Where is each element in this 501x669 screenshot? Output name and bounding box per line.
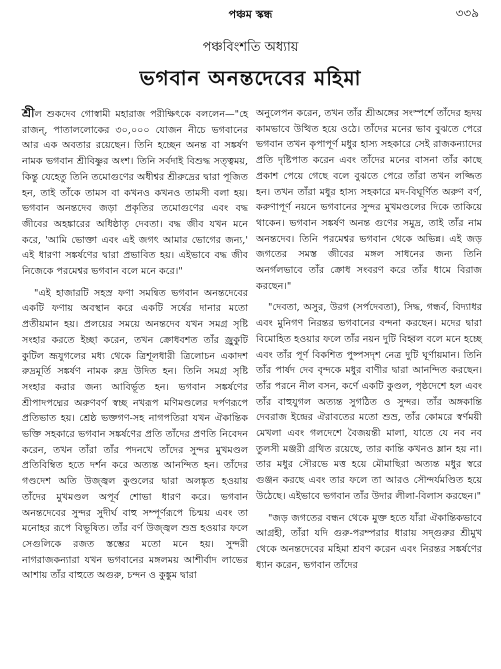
running-title: পঞ্চম স্কন্ধ — [228, 8, 273, 21]
right-column — [256, 106, 482, 573]
drop-cap: শ্রী — [22, 106, 35, 120]
right-paragraph-3: "জড় জগতের বন্ধন থেকে মুক্ত হতে যাঁরা ঐকান্তিকভাবে আগ্রহী, তাঁরা যদি গুরু-পরম্পরার ধারায় সদ্গুরুর শ্রীমুখ থেকে অনন্তদেবের মহিমা শ্রবণ করেন এবং নিরন্তর সঙ্কর্ষণের ধ্যান করেন, ভগবান তাঁদের — [256, 512, 482, 571]
chapter-title: ভগবান অনন্তদেবের মহিমা — [139, 66, 362, 90]
left-column — [22, 106, 248, 584]
chapter-label: পঞ্চবিংশতি অধ্যায় — [202, 40, 299, 55]
left-paragraph-1 — [22, 106, 248, 280]
running-header — [0, 4, 501, 22]
right-paragraph-2: "দেবতা, অসুর, উরগ (সর্পদেবতা), সিদ্ধ, গন্ধর্ব, বিদ্যাধর এবং মুনিগণ নিরন্তর ভগবানের বন্দনা করছেন। মদের দ্বারা বিমোহিত হওয়ার ফলে তাঁর নয়ন দুটি বিহ্বল বলে মনে হচ্ছে এবং তাঁর পূর্ণ বিকশিত পুষ্পসদৃশ নেত্র দুটি ঘূর্ণায়মান। তিনি তাঁর পার্ষদ দেব বৃন্দকে মধুর বাণীর দ্বারা আনন্দিত করছেন। তাঁর পরনে নীল বসন, কর্ণে একটি কুণ্ডল, পৃষ্ঠদেশে হল এবং তাঁর বাহুযুগল অত্যন্ত সুগঠিত ও সুন্দর। তাঁর অঙ্গকান্তি দেবরাজ ইন্দ্রের ঐরাবতের মতো শুভ্র, তাঁর কোমরে স্বর্ণময়ী মেখলা এবং গলদেশে বৈজয়ন্তী মালা, যাতে যে নব নব তুলসী মঞ্জরী গ্রথিত রয়েছে, তার কান্তি কখনও ম্লান হয় না। তার মধুর সৌরভে মত্ত হয়ে মৌমাছিরা অত্যন্ত মধুর স্বরে গুঞ্জন করছে এবং তার ফলে তা আরও সৌন্দর্যমণ্ডিত হয়ে উঠেছে। এইভাবে ভগবান তাঁর উদার লীলা-বিলাস করছেন।" — [256, 302, 482, 502]
page-number: ৩৩৯ — [455, 6, 479, 20]
left-paragraph-2: "এই হাজারটি সহস্র ফণা সমন্বিত ভগবান অনন্তদেবের একটি ফণায় অবস্থান করে একটি সর্ষের দানার মতো প্রতীয়মান হয়। প্রলয়ের সময়ে অনন্তদেব যখন সমগ্র সৃষ্টি সংহার করতে ইচ্ছা করেন, তখন ক্রোধবশত তাঁর জ্রুকুটি কুটিল ভ্রূযুগলের মধ্য থেকে ত্রিশূলধারী ত্রিলোচন একাদশ রুদ্রমূর্তি সঙ্কর্ষণ নামক রুদ্র উদিত হন। তিনি সমগ্র সৃষ্টি সংহার করার জন্য আবির্ভূত হন। ভগবান সঙ্কর্ষণের শ্রীপাদপদ্মের অরুণবর্ণ স্বচ্ছ নখরূপ মণিমণ্ডলের দর্পণরূপে প্রতিভাত হয়। শ্রেষ্ঠ ভক্তগণ-সহ নাগপতিরা যখন ঐকান্তিক ভক্তি সহকারে ভগবান সঙ্কর্ষণের প্রতি তাঁদের প্রণতি নিবেদন করেন, তখন তাঁরা তাঁর পদনখে তাঁদের সুন্দর মুখমণ্ডল প্রতিবিম্বিত হতে দর্শন করে অত্যন্ত আনন্দিত হন। তাঁদের গণ্ডদেশ অতি উজ্জ্বল কুণ্ডলের দ্বারা অলঙ্কৃত হওয়ায় তাঁদের মুখমণ্ডল অপূর্ব শোভা ধারণ করে। ভগবান অনন্তদেবের সুন্দর সুদীর্ঘ বাহু সম্পূর্ণরূপে চিন্ময় এবং তা মনোহর রূপে বিভূষিত। তাঁর বর্ণ উজ্জ্বল শুভ্র হওয়ার ফলে সেগুলিকে রজত স্তম্ভের মতো মনে হয়। সুন্দরী নাগরাজকন্যারা যখন ভগবানের মঙ্গলময় আশীর্বাদ লাভের আশায় তাঁর বাহুতে অগুরু, চন্দন ও কুঙ্কুম দ্বারা — [22, 287, 248, 582]
left-paragraph-1-text: ল শুকদেব গোস্বামী মহারাজ পরীক্ষিৎকে বললেন—"হে রাজন্, পাতাললোকের ৩০,০০০ যোজন নীচে ভগবানের আর এক অবতার রয়েছেন। তিনি হচ্ছেন অনন্ত বা সঙ্কর্ষণ নামক ভগবান শ্রীবিষ্ণুর অংশ। তিনি সর্বদাই বিশুদ্ধ সত্ত্বময়, কিন্তু যেহেতু তিনি তমোগুণের অধীশ্বর শ্রীরুদ্রের দ্বারা পূজিত হন, তাই তাঁকে তামস বা কখনও কখনও তামসী বলা হয়। ভগবান অনন্তদেব জড়া প্রকৃতির তমোগুণের এবং বদ্ধ জীবের অহঙ্কারের অধিষ্ঠাতৃ দেবতা। বদ্ধ জীব যখন মনে করে, 'আমি ভোক্তা এবং এই জগৎ আমার ভোগের জন্য,' এই ধারণা সঙ্কর্ষণের দ্বারা প্রভাবিত হয়। এইভাবে বদ্ধ জীব নিজেকে পরমেশ্বর ভগবান বলে মনে করে।" — [22, 109, 248, 278]
right-paragraph-1: অনুলেপন করেন, তখন তাঁর শ্রীঅঙ্গের সংস্পর্শে তাঁদের হৃদয় কামভাবে উত্থিত হয়ে ওঠে। তাঁদের মনের ভাব বুঝতে পেরে ভগবান তখন কৃপাপূর্ণ মধুর হাস্য সহকারে সেই রাজকন্যাদের প্রতি দৃষ্টিপাত করেন এবং তাঁদের মনের বাসনা তাঁর কাছে প্রকাশ পেয়ে গেছে বলে বুঝতে পেরে তাঁরা তখন লজ্জিত হন। তখন তাঁরা মধুর হাস্য সহকারে মদ-বিঘূর্ণিত অরুণ বর্ণ, করুণাপূর্ণ নয়নে ভগবানের সুন্দর মুখমণ্ডলের দিকে তাকিয়ে থাকেন। ভগবান সঙ্কর্ষণ অনন্ত গুণের সমুদ্র, তাই তাঁর নাম অনন্তদেব। তিনি পরমেশ্বর ভগবান থেকে অভিন্ন। এই জড় জগতের সমস্ত জীবের মঙ্গল সাধনের জন্য তিনি অনর্গলভাবে তাঁর ক্রোধ সংবরণ করে তাঁর ধামে বিরাজ করছেন।" — [256, 108, 482, 292]
